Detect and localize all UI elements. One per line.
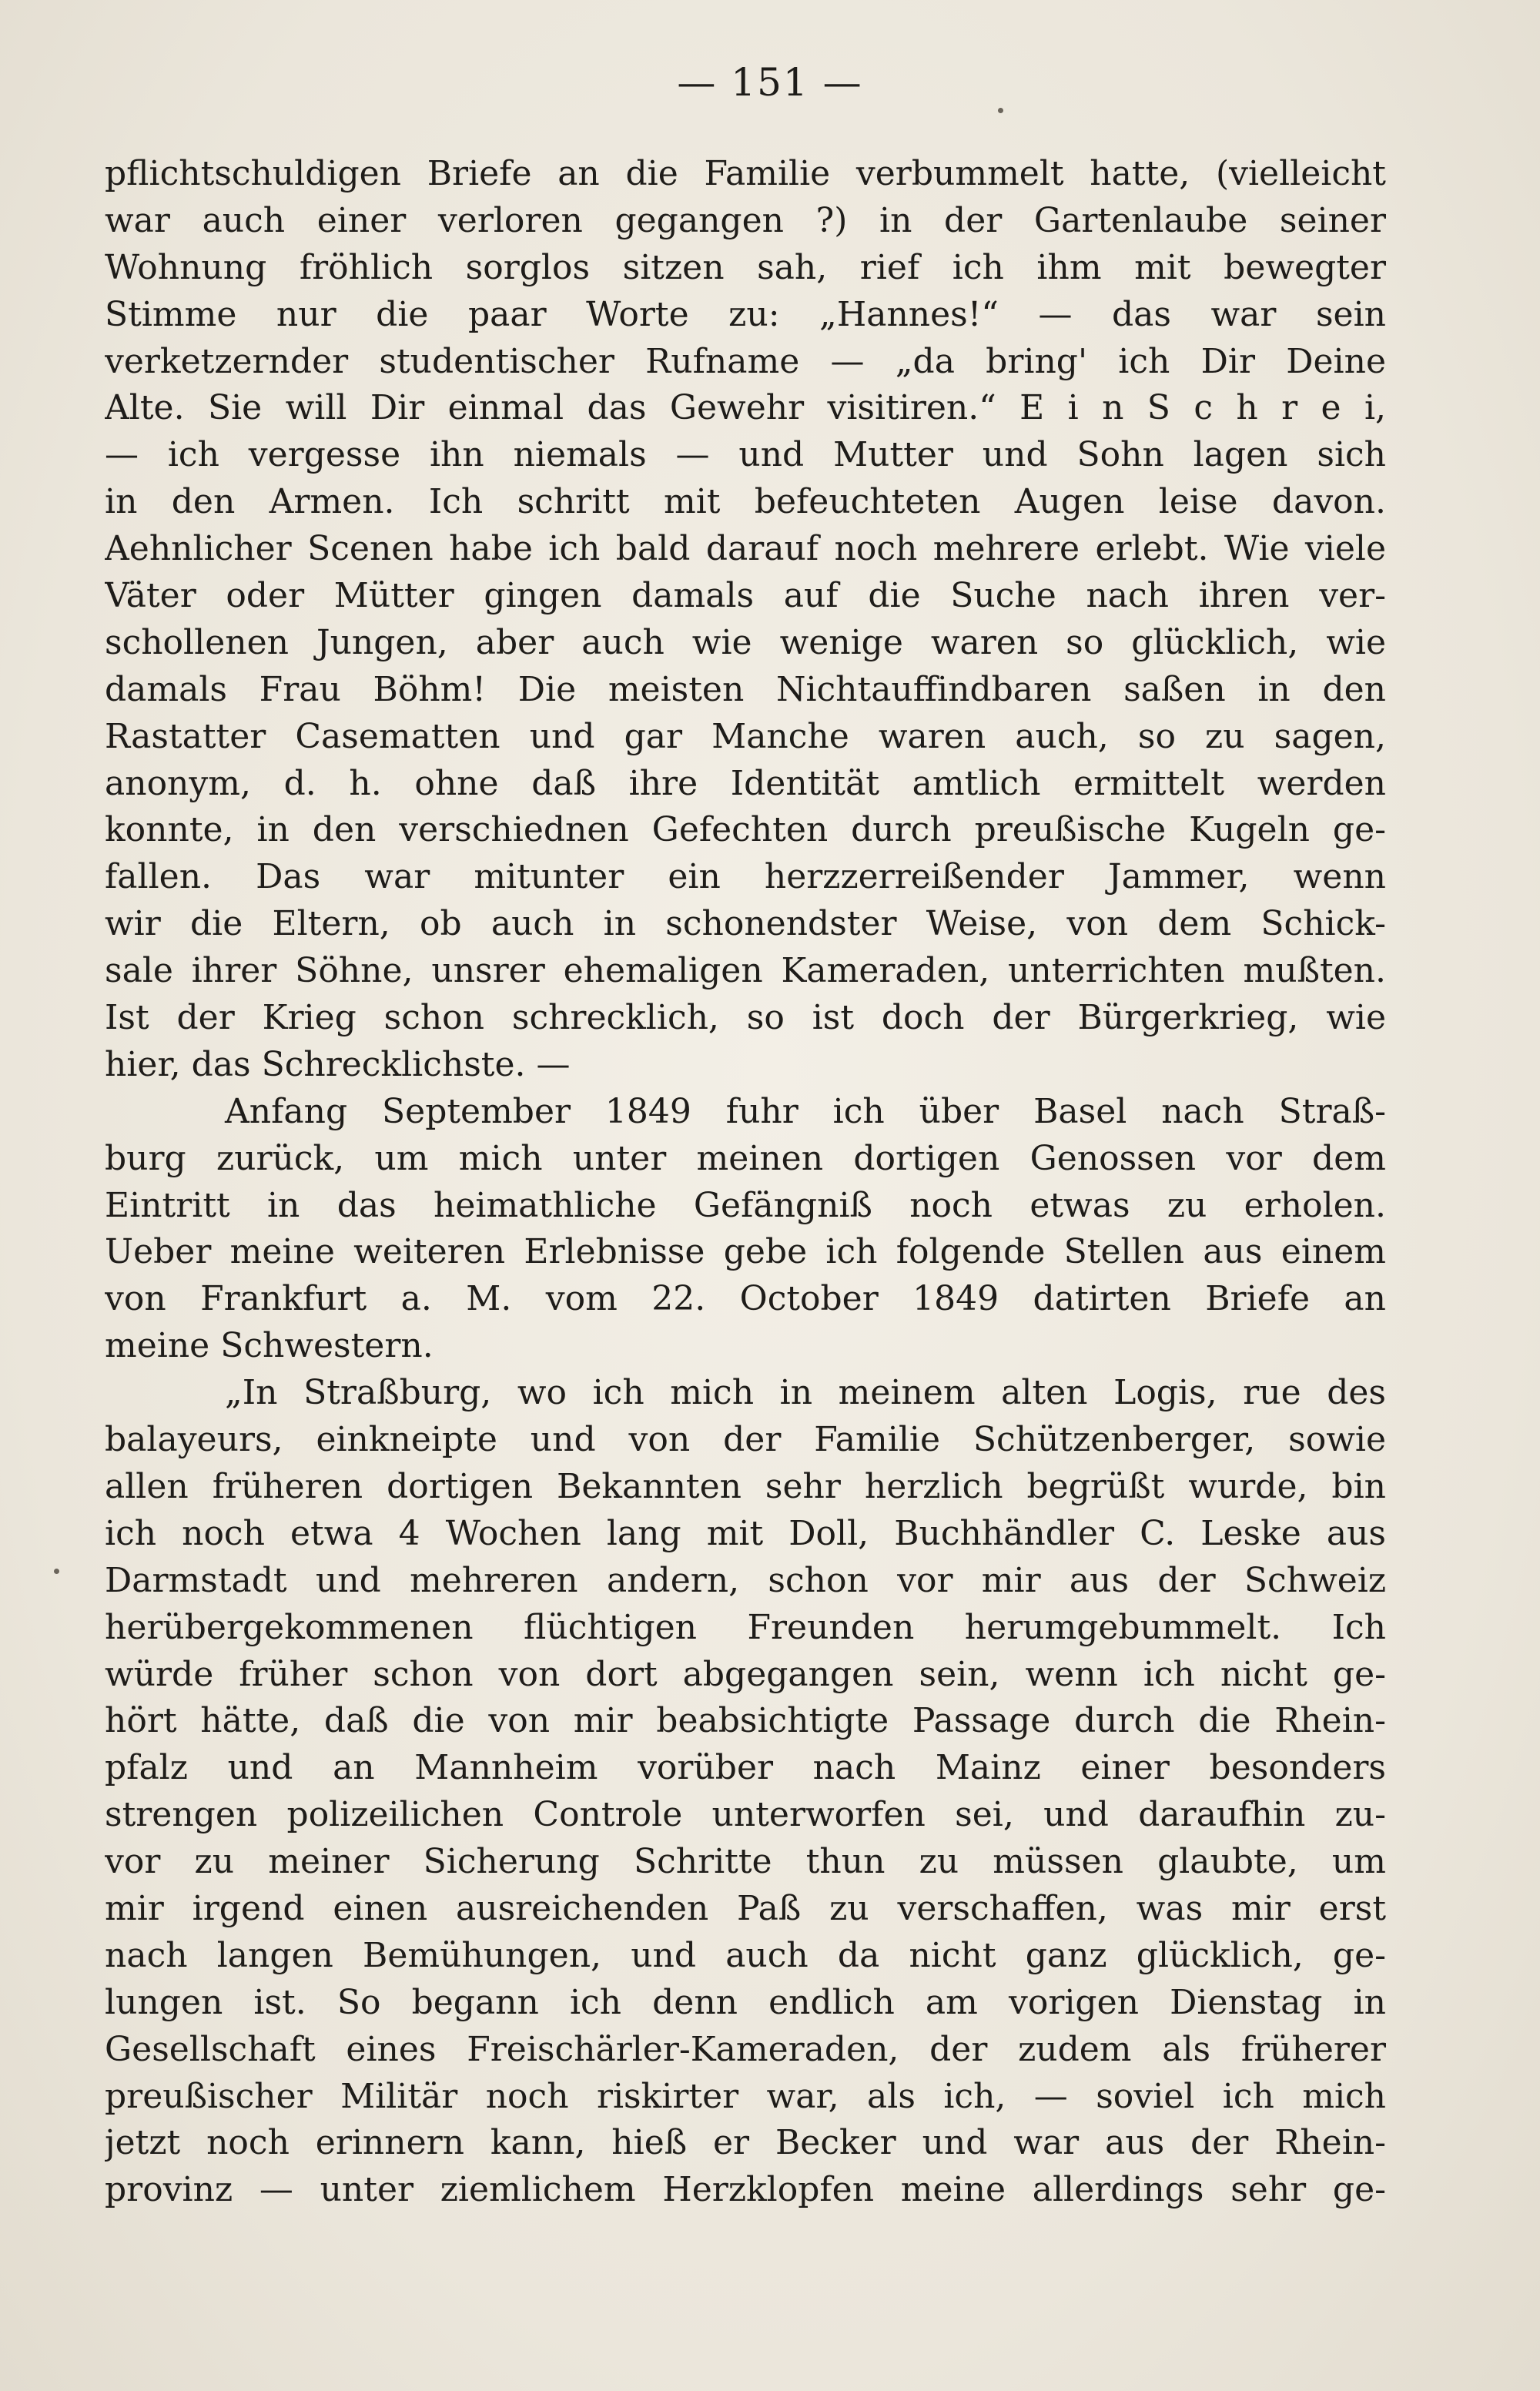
text-line: „In Straßburg, wo ich mich in meinem alten Logis, rue des bbox=[225, 1373, 1386, 1413]
text-line: Alte. Sie will Dir einmal das Gewehr visitiren.“ E i n S c h r e i, bbox=[105, 388, 1386, 428]
page-number: — 151 — bbox=[677, 60, 863, 105]
text-line: lungen ist. So begann ich denn endlich am vorigen Dienstag in bbox=[105, 1982, 1386, 2022]
text-line: war auch einer verloren gegangen ?) in der Gartenlaube seiner bbox=[105, 200, 1386, 240]
page-body-text bbox=[105, 151, 1386, 2214]
text-line: Eintritt in das heimathliche Gefängniß noch etwas zu erholen. bbox=[105, 1185, 1386, 1225]
text-line: Ueber meine weiteren Erlebnisse gebe ich folgende Stellen aus einem bbox=[105, 1232, 1386, 1272]
text-line: nach langen Bemühungen, und auch da nicht ganz glücklich, ge- bbox=[105, 1935, 1386, 1975]
text-line: Ist der Krieg schon schrecklich, so ist doch der Bürgerkrieg, wie bbox=[105, 998, 1386, 1038]
text-line: hört hätte, daß die von mir beabsichtigte Passage durch die Rhein- bbox=[105, 1701, 1386, 1741]
text-line: preußischer Militär noch riskirter war, als ich, — soviel ich mich bbox=[105, 2076, 1386, 2116]
text-line: allen früheren dortigen Bekannten sehr herzlich begrüßt wurde, bin bbox=[105, 1466, 1386, 1506]
text-line: Anfang September 1849 fuhr ich über Basel nach Straß- bbox=[225, 1091, 1386, 1131]
text-line: ich noch etwa 4 Wochen lang mit Doll, Buchhändler C. Leske aus bbox=[105, 1513, 1386, 1553]
text-line: in den Armen. Ich schritt mit befeuchteten Augen leise davon. bbox=[105, 482, 1386, 522]
text-line: konnte, in den verschiednen Gefechten durch preußische Kugeln ge- bbox=[105, 810, 1386, 850]
text-line: schollenen Jungen, aber auch wie wenige waren so glücklich, wie bbox=[105, 622, 1386, 662]
text-line: — ich vergesse ihn niemals — und Mutter und Sohn lagen sich bbox=[105, 435, 1386, 475]
text-line: Stimme nur die paar Worte zu: „Hannes!“ — das war sein bbox=[105, 294, 1386, 334]
text-line: hier, das Schrecklichste. — bbox=[105, 1044, 571, 1084]
text-line: wir die Eltern, ob auch in schonendster Weise, von dem Schick- bbox=[105, 904, 1386, 944]
text-line: Väter oder Mütter gingen damals auf die Suche nach ihren ver- bbox=[105, 576, 1386, 616]
text-line: vor zu meiner Sicherung Schritte thun zu müssen glaubte, um bbox=[105, 1842, 1386, 1882]
text-line: verketzernder studentischer Rufname — „da bring' ich Dir Deine bbox=[105, 341, 1386, 381]
text-line: Wohnung fröhlich sorglos sitzen sah, rief ich ihm mit bewegter bbox=[105, 247, 1386, 287]
text-line: von Frankfurt a. M. vom 22. October 1849 datirten Briefe an bbox=[105, 1279, 1386, 1319]
text-line: würde früher schon von dort abgegangen sein, wenn ich nicht ge- bbox=[105, 1654, 1386, 1694]
text-line: pfalz und an Mannheim vorüber nach Mainz einer besonders bbox=[105, 1748, 1386, 1788]
text-line: mir irgend einen ausreichenden Paß zu verschaffen, was mir erst bbox=[105, 1888, 1386, 1928]
text-line: strengen polizeilichen Controle unterworfen sei, und daraufhin zu- bbox=[105, 1795, 1386, 1835]
text-line: herübergekommenen flüchtigen Freunden herumgebummelt. Ich bbox=[105, 1607, 1386, 1647]
text-line: Gesellschaft eines Freischärler-Kameraden, der zudem als früherer bbox=[105, 2029, 1386, 2069]
paper-speck bbox=[54, 1569, 59, 1574]
text-line: damals Frau Böhm! Die meisten Nichtauffindbaren saßen in den bbox=[105, 669, 1386, 709]
text-line: fallen. Das war mitunter ein herzzerreißender Jammer, wenn bbox=[105, 857, 1386, 897]
text-line: burg zurück, um mich unter meinen dortigen Genossen vor dem bbox=[105, 1138, 1386, 1178]
text-line: balayeurs, einkneipte und von der Familie Schützenberger, sowie bbox=[105, 1420, 1386, 1460]
text-line: anonym, d. h. ohne daß ihre Identität amtlich ermittelt werden bbox=[105, 763, 1386, 803]
text-line: provinz — unter ziemlichem Herzklopfen meine allerdings sehr ge- bbox=[105, 2170, 1386, 2210]
paper-speck bbox=[998, 108, 1003, 113]
text-line: pflichtschuldigen Briefe an die Familie verbummelt hatte, (vielleicht bbox=[105, 154, 1386, 193]
text-line: jetzt noch erinnern kann, hieß er Becker und war aus der Rhein- bbox=[105, 2123, 1386, 2163]
text-line: Darmstadt und mehreren andern, schon vor mir aus der Schweiz bbox=[105, 1560, 1386, 1600]
text-line: sale ihrer Söhne, unsrer ehemaligen Kameraden, unterrichten mußten. bbox=[105, 951, 1386, 991]
text-line: meine Schwestern. bbox=[105, 1326, 434, 1366]
text-line: Rastatter Casematten und gar Manche waren auch, so zu sagen, bbox=[105, 716, 1386, 756]
text-line: Aehnlicher Scenen habe ich bald darauf noch mehrere erlebt. Wie viele bbox=[105, 529, 1386, 569]
